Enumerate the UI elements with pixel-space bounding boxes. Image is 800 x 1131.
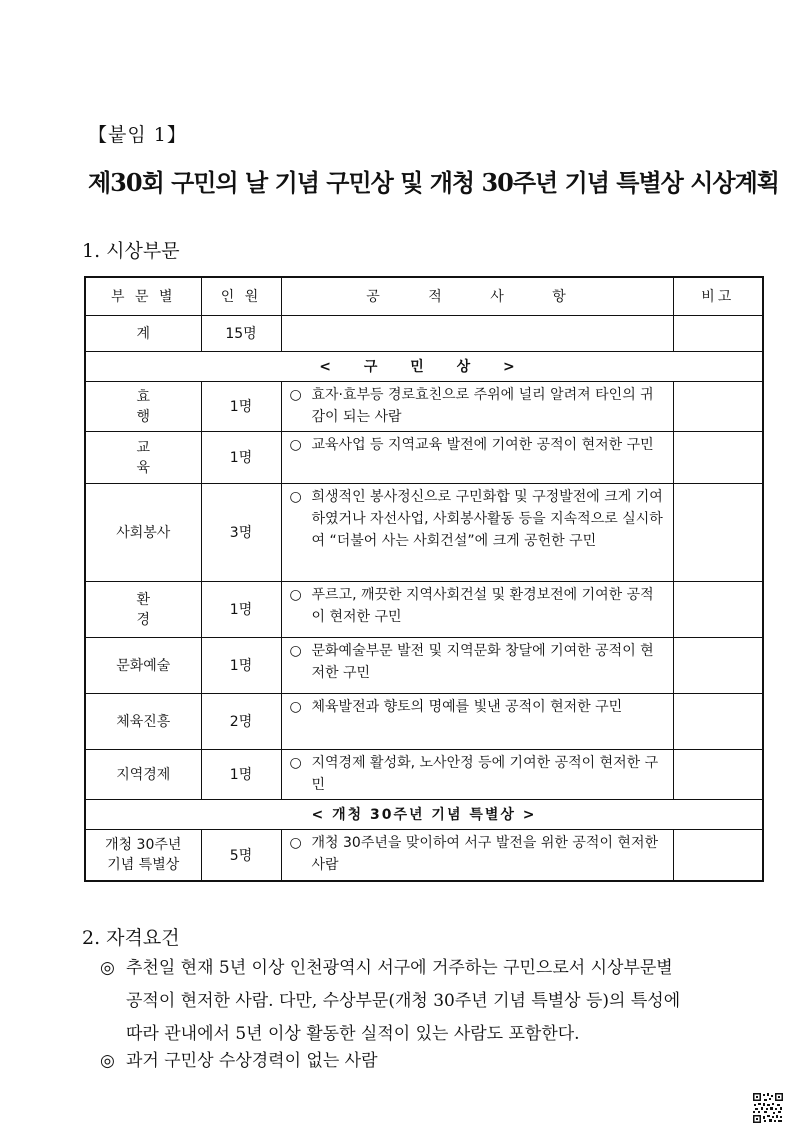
double-circle-bullet-icon: ◎ <box>100 1051 115 1071</box>
row-description: 희생적인 봉사정신으로 구민화합 및 구정발전에 크게 기여하였거나 자선사업, 사회봉사활동 등을 지속적으로 실시하여 “더불어 사는 사회건설”에 크게 공헌한 구민 <box>311 488 663 549</box>
qualification-line: 과거 구민상 수상경력이 없는 사람 <box>126 1051 378 1071</box>
circle-bullet-icon: ○ <box>289 386 302 403</box>
row-count: 1명 <box>201 431 281 483</box>
row-category: 교 육 <box>85 431 201 483</box>
header-category: 부 문 별 <box>85 277 201 315</box>
row-count: 1명 <box>201 749 281 799</box>
row-description: 개청 30주년을 맞이하여 서구 발전을 위한 공적이 현저한 사람 <box>311 834 658 873</box>
row-category: 지역경제 <box>85 749 201 799</box>
group-label-citizen: < 구 민 상 > <box>85 351 763 381</box>
group-header-special <box>85 799 763 829</box>
circle-bullet-icon: ○ <box>289 436 302 453</box>
table-row <box>85 581 763 637</box>
circle-bullet-icon: ○ <box>289 586 302 603</box>
section1-title: 1. 시상부문 <box>82 240 180 262</box>
double-circle-bullet-icon: ◎ <box>100 958 115 978</box>
qualification-line: 따라 관내에서 5년 이상 활동한 실적이 있는 사람도 포함한다. <box>126 1024 580 1044</box>
attachment-label: 【붙임 1】 <box>88 124 187 146</box>
circle-bullet-icon: ○ <box>289 698 302 715</box>
qualification-item <box>100 952 760 1051</box>
row-count: 1명 <box>201 581 281 637</box>
table-row <box>85 693 763 749</box>
row-description: 교육사업 등 지역교육 발전에 기여한 공적이 현저한 구민 <box>311 436 654 453</box>
circle-bullet-icon: ○ <box>289 754 302 771</box>
header-merit: 공 적 사 항 <box>281 277 673 315</box>
row-description: 푸르고, 깨끗한 지역사회건설 및 환경보전에 기여한 공적이 현저한 구민 <box>311 586 654 625</box>
row-description: 지역경제 활성화, 노사안정 등에 기여한 공적이 현저한 구민 <box>311 754 659 793</box>
qualification-line: 추천일 현재 5년 이상 인천광역시 서구에 거주하는 구민으로서 시상부문별 <box>126 958 673 978</box>
circle-bullet-icon: ○ <box>289 834 302 851</box>
qualification-item <box>100 1045 760 1078</box>
section2-title: 2. 자격요건 <box>82 927 180 949</box>
header-count: 인 원 <box>201 277 281 315</box>
total-count: 15명 <box>201 315 281 351</box>
row-category: 효 행 <box>85 381 201 431</box>
row-count: 1명 <box>201 637 281 693</box>
total-row <box>85 315 763 351</box>
row-description: 문화예술부문 발전 및 지역문화 창달에 기여한 공적이 현저한 구민 <box>311 642 654 681</box>
row-category: 환 경 <box>85 581 201 637</box>
table-row <box>85 381 763 431</box>
row-count: 3명 <box>201 483 281 581</box>
qualification-line: 공적이 현저한 사람. 다만, 수상부문(개청 30주년 기념 특별상 등)의 특성에 <box>126 991 681 1011</box>
circle-bullet-icon: ○ <box>289 642 302 659</box>
row-category: 문화예술 <box>85 637 201 693</box>
awards-table <box>84 276 764 882</box>
row-count: 2명 <box>201 693 281 749</box>
table-header-row <box>85 277 763 315</box>
row-category: 체육진흥 <box>85 693 201 749</box>
row-category: 사회봉사 <box>85 483 201 581</box>
row-description: 효자·효부등 경로효친으로 주위에 널리 알려져 타인의 귀감이 되는 사람 <box>311 386 654 425</box>
row-count: 1명 <box>201 381 281 431</box>
table-row <box>85 431 763 483</box>
header-remarks: 비고 <box>673 277 763 315</box>
row-description: 체육발전과 향토의 명예를 빛낸 공적이 현저한 구민 <box>311 698 623 715</box>
table-row <box>85 829 763 881</box>
special-category-line2: 기념 특별상 <box>107 856 180 873</box>
group-label-special: < 개청 30주년 기념 특별상 > <box>85 799 763 829</box>
table-row <box>85 637 763 693</box>
table-row <box>85 483 763 581</box>
row-count: 5명 <box>201 829 281 881</box>
qr-code-icon <box>752 1092 784 1124</box>
page-title: 제30회 구민의 날 기념 구민상 및 개청 30주년 기념 특별상 시상계획 <box>88 168 779 197</box>
circle-bullet-icon: ○ <box>289 488 302 505</box>
group-header-citizen <box>85 351 763 381</box>
table-row <box>85 749 763 799</box>
special-category-line1: 개청 30주년 <box>105 836 182 853</box>
total-label: 계 <box>85 315 201 351</box>
